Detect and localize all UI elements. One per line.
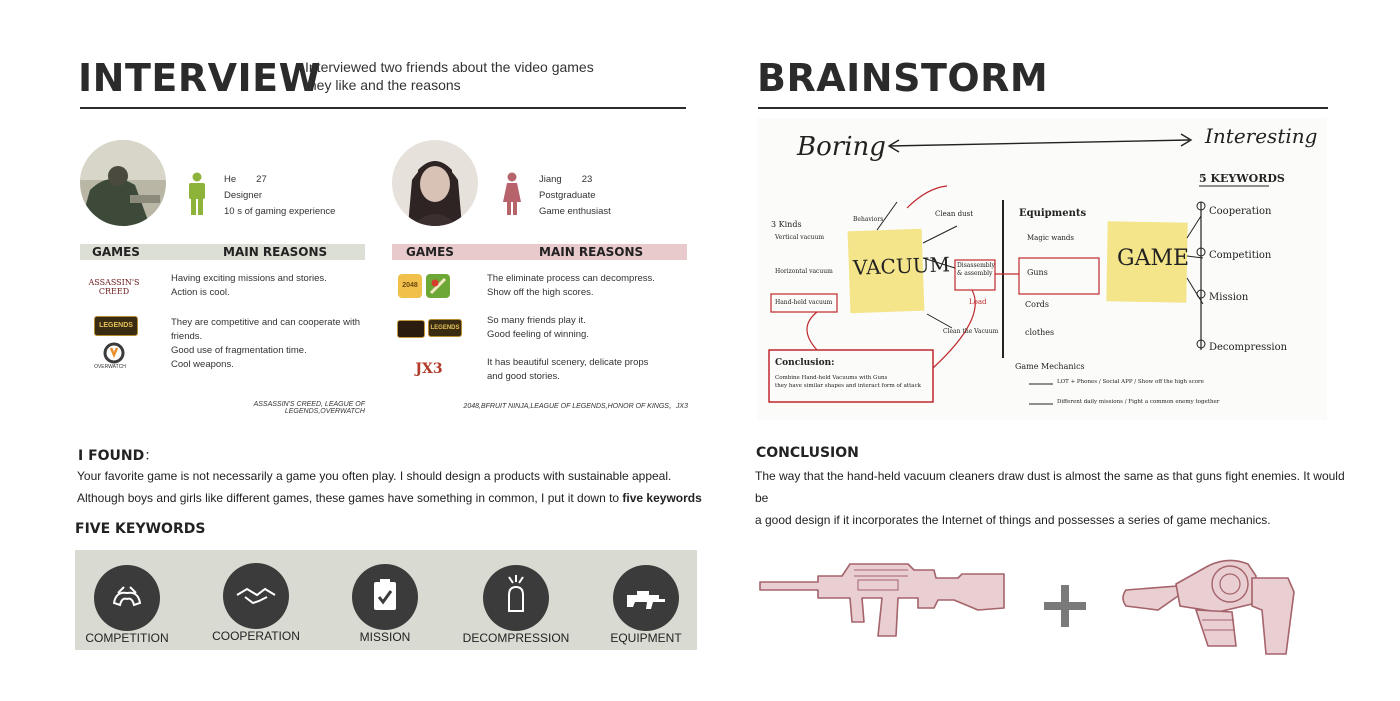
equipment-icon	[613, 565, 679, 631]
brainstorm-rule	[758, 107, 1328, 109]
conclusion-line-2: a good design if it incorporates the Internet of things and possesses a series of game mechanics.	[755, 513, 1271, 527]
reason-line: So many friends play it.	[487, 315, 586, 326]
table-2-reason-3	[487, 356, 648, 384]
kw-mission-note: Mission	[1209, 292, 1249, 303]
col-games-2: GAMES	[406, 245, 454, 259]
found-title	[78, 445, 158, 465]
guns-note: Guns	[1027, 268, 1048, 277]
reason-line: They are competitive and can cooperate with	[171, 317, 361, 328]
load-note: Load	[969, 298, 987, 306]
col-games-1: GAMES	[92, 245, 140, 259]
assassins-creed-logo: ASSASSIN'S CREED	[88, 278, 140, 296]
clean-vacuum-note: Clean the Vacuum	[943, 328, 999, 335]
conclusion-text	[755, 465, 1355, 531]
col-reasons-2: MAIN REASONS	[539, 245, 644, 259]
subtitle-line-1: Interviewed two friends about the video games	[305, 59, 594, 75]
person-1-name: He	[224, 174, 237, 185]
kw-competition-note: Competition	[1209, 250, 1272, 261]
found-title-text: I FOUND	[78, 448, 145, 464]
conclusion-note-line-2: they have similar shapes and interact form of attack	[775, 383, 921, 389]
overwatch-logo-icon	[103, 342, 125, 364]
reason-line: and good stories.	[487, 371, 560, 382]
game-mechanics-note: Game Mechanics	[1015, 362, 1085, 371]
overwatch-label: OVERWATCH	[94, 364, 126, 370]
game-note: GAME	[1117, 246, 1190, 271]
cords-note: Cords	[1025, 300, 1049, 309]
reason-line: Action is cool.	[171, 287, 230, 298]
reason-line: Having exciting missions and stories.	[171, 273, 327, 284]
interview-subtitle	[305, 58, 594, 94]
reason-line: friends.	[171, 331, 203, 342]
vacuum-note: VACUUM	[852, 252, 951, 280]
fruit-ninja-logo-icon	[426, 274, 450, 298]
reason-line: Good use of fragmentation time.	[171, 345, 307, 356]
found-line-2-text: Although boys and girls like different games, these games have something in common, I put it down to	[77, 491, 623, 505]
mission-icon	[352, 564, 418, 630]
table-2-reason-2	[487, 314, 589, 342]
disassembly-note: Disassembly & assembly	[957, 262, 995, 277]
reason-line: Cool weapons.	[171, 359, 234, 370]
league-of-legends-logo-2: LEGENDS	[428, 319, 462, 337]
league-of-legends-logo: LEGENDS	[94, 316, 138, 336]
competition-icon	[94, 565, 160, 631]
interview-rule	[80, 107, 686, 109]
boring-label: Boring	[797, 132, 886, 162]
found-text	[77, 465, 707, 509]
vertical-vacuum-note: Vertical vacuum	[775, 234, 825, 241]
conclusion-note-text	[775, 374, 935, 390]
keyword-label: MISSION	[359, 630, 411, 644]
clean-dust-note: Clean dust	[935, 210, 974, 218]
person-1-age: 27	[256, 174, 267, 185]
cooperation-icon	[223, 563, 289, 629]
conclusion-title: CONCLUSION	[756, 445, 859, 461]
clothes-note: clothes	[1025, 328, 1055, 337]
interesting-label: Interesting	[1205, 124, 1318, 148]
female-icon	[502, 172, 522, 216]
found-line-1: Your favorite game is not necessarily a game you often play. I should design a products with sustainable appeal.	[77, 469, 672, 483]
interview-title: INTERVIEW	[78, 56, 322, 100]
subtitle-line-2: they like and the reasons	[305, 77, 461, 93]
reason-line: Show off the high scores.	[487, 287, 594, 298]
keyword-label: COOPERATION	[212, 629, 300, 643]
conclusion-note-line-1: Combine Hand-held Vacuums with Guns	[775, 375, 888, 381]
table-2-caption: 2048,BFRUIT NINJA,LEAGUE OF LEGENDS,HONOR OF KINGS，JX3	[463, 403, 688, 410]
person-2-name: Jiang	[539, 174, 562, 185]
kw-decompression-note: Decompression	[1209, 342, 1288, 353]
reason-line: Good feeling of winning.	[487, 329, 589, 340]
brainstorm-title: BRAINSTORM	[757, 56, 1049, 100]
person-2-note: Game enthusiast	[539, 206, 611, 217]
handheld-vacuum-note: Hand-held vacuum	[775, 299, 833, 306]
person-1-role: Designer	[224, 190, 263, 201]
magic-wands-note: Magic wands	[1027, 234, 1074, 242]
five-keywords-panel	[75, 550, 697, 650]
male-icon	[187, 172, 207, 216]
table-1-caption: ASSASSIN'S CREED, LEAGUE OF LEGENDS,OVERWATCH	[253, 401, 365, 415]
equipments-note: Equipments	[1019, 208, 1087, 219]
conclusion-note-label: Conclusion:	[775, 358, 835, 368]
keyword-label: DECOMPRESSION	[462, 631, 570, 645]
games-header-bar-2	[392, 244, 687, 260]
horizontal-vacuum-note: Horizontal vacuum	[775, 268, 833, 275]
table-1-reason-2	[171, 316, 360, 372]
jx3-logo: JX3	[415, 361, 443, 377]
reason-line: It has beautiful scenery, delicate props	[487, 357, 649, 368]
mechanics-line-1: LOT + Phones / Social APP / Show off the high score	[1057, 379, 1204, 385]
five-keywords-note: 5 KEYWORDS	[1199, 172, 1285, 185]
three-kinds-note: 3 Kinds	[771, 220, 802, 229]
person-2-role: Postgraduate	[539, 190, 596, 201]
keyword-label: COMPETITION	[85, 631, 169, 645]
keyword-label: EQUIPMENT	[610, 631, 682, 645]
five-keywords-emphasis: five keywords	[622, 491, 702, 505]
handheld-vacuum-illustration	[1118, 554, 1304, 658]
decompression-icon	[483, 565, 549, 631]
person-2-info	[539, 173, 611, 219]
game-2048-logo: 2048	[398, 274, 422, 298]
person-2-age: 23	[581, 174, 593, 185]
found-line-2	[77, 487, 707, 509]
behaviors-note: Behaviors	[853, 216, 884, 223]
honor-of-kings-logo	[397, 320, 425, 338]
conclusion-line-1: The way that the hand-held vacuum cleaners draw dust is almost the same as that guns fight enemies. It would be	[755, 469, 1345, 505]
mechanics-line-2: Different daily missions / Fight a common enemy together	[1057, 399, 1220, 405]
plus-icon	[1042, 583, 1088, 629]
brainstorm-sketch	[757, 118, 1327, 420]
table-1-reason-1	[171, 272, 327, 300]
found-colon: ：	[144, 448, 159, 464]
avatar-person-1	[80, 140, 166, 226]
col-reasons-1: MAIN REASONS	[223, 245, 328, 259]
person-1-info	[224, 173, 335, 219]
reason-line: The eliminate process can decompress.	[487, 273, 655, 284]
person-1-note: 10 s of gaming experience	[224, 206, 336, 217]
games-header-bar-1	[80, 244, 365, 260]
five-keywords-title: FIVE KEYWORDS	[75, 521, 206, 537]
avatar-person-2	[392, 140, 478, 226]
kw-cooperation-note: Cooperation	[1209, 206, 1272, 217]
rifle-illustration	[758, 552, 1008, 644]
table-2-reason-1	[487, 272, 655, 300]
